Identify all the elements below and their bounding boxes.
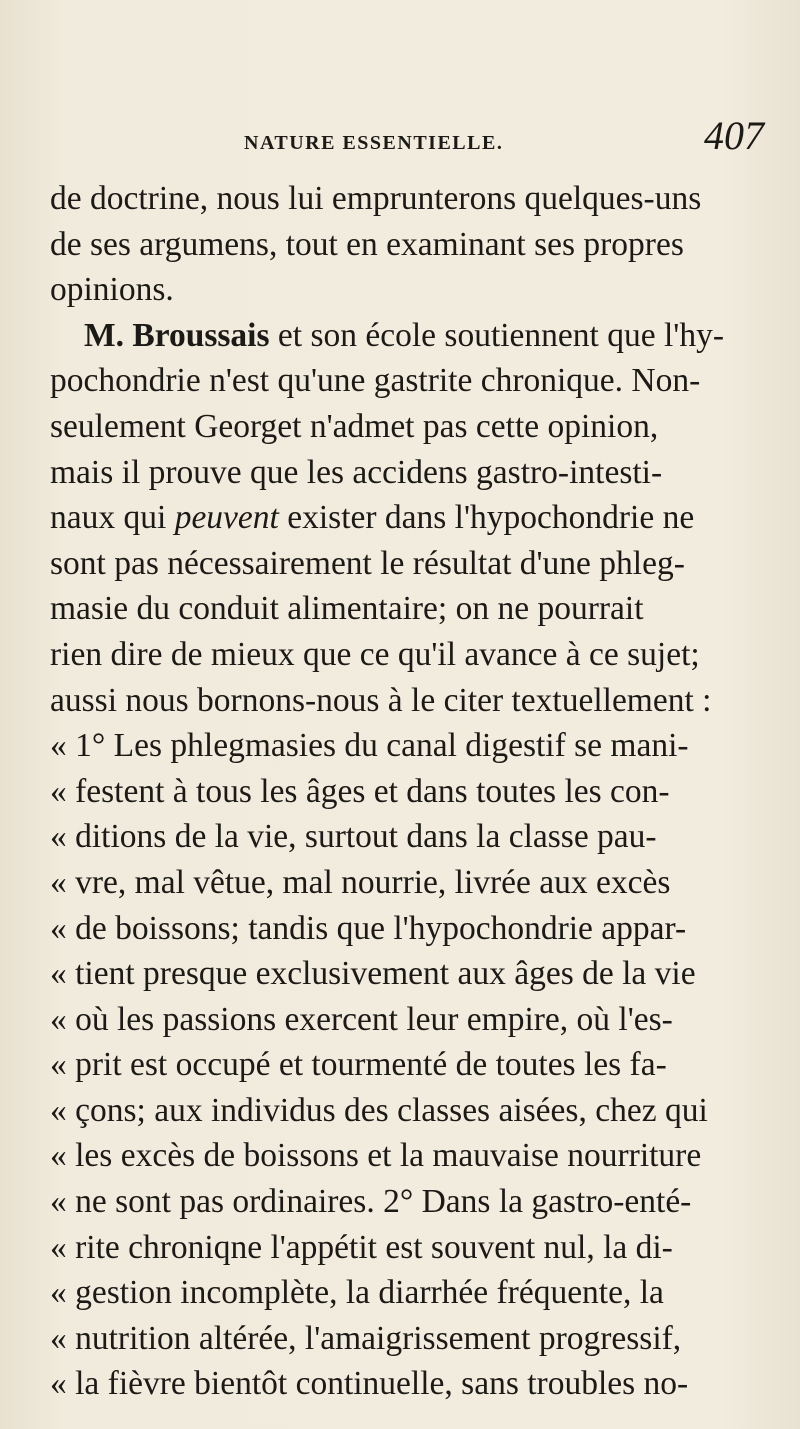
- quoted-line: « çons; aux individus des classes aisées, chez qui: [50, 1091, 708, 1129]
- text-line: de doctrine, nous lui emprunterons quelques-uns: [50, 180, 702, 217]
- page-number: 407: [704, 113, 764, 158]
- text-line: pochondrie n'est qu'une gastrite chronique. Non-: [50, 362, 701, 400]
- text-line: [50, 495, 770, 541]
- quoted-line: « rite chroniqne l'appétit est souvent nul, la di-: [50, 1228, 673, 1266]
- quoted-line: « où les passions exercent leur empire, où l'es-: [50, 1000, 673, 1038]
- quoted-line: « gestion incomplète, la diarrhée fréquente, la: [50, 1274, 664, 1312]
- running-title: NATURE ESSENTIELLE.: [244, 132, 504, 154]
- text-line: de ses argumens, tout en examinant ses propres: [50, 225, 684, 263]
- text-span: naux qui: [50, 499, 175, 537]
- quoted-line: « ne sont pas ordinaires. 2° Dans la gastro-enté-: [50, 1183, 692, 1221]
- text-span: et son école soutiennent que l'hy-: [269, 316, 724, 354]
- quoted-line: « ditions de la vie, surtout dans la classe pau-: [50, 818, 657, 856]
- text-line: sont pas nécessairement le résultat d'une phleg-: [50, 544, 685, 582]
- author-name: M. Broussais: [84, 316, 270, 354]
- text-line: mais il prouve que les accidens gastro-intesti-: [50, 453, 663, 491]
- page-body: [50, 176, 770, 1407]
- text-line: rien dire de mieux que ce qu'il avance à ce sujet;: [50, 635, 700, 673]
- text-line: opinions.: [50, 271, 174, 309]
- quoted-line: « de boissons; tandis que l'hypochondrie appar-: [50, 909, 687, 947]
- text-span: exister dans l'hypochondrie ne: [278, 499, 695, 537]
- quoted-line: « 1° Les phlegmasies du canal digestif se mani-: [50, 727, 689, 765]
- text-line: aussi nous bornons-nous à le citer textuellement :: [50, 681, 712, 719]
- emphasized-word: peuvent: [174, 499, 279, 537]
- text-line: [50, 313, 770, 359]
- quoted-line: « prit est occupé et tourmenté de toutes les fa-: [50, 1046, 667, 1084]
- quoted-line: « tient presque exclusivement aux âges de la vie: [50, 955, 696, 993]
- quoted-line: « vre, mal vêtue, mal nourrie, livrée aux excès: [50, 863, 671, 901]
- quoted-line: « nutrition altérée, l'amaigrissement progressif,: [50, 1319, 682, 1357]
- quoted-line: « festent à tous les âges et dans toutes les con-: [50, 772, 670, 810]
- text-line: masie du conduit alimentaire; on ne pourrait: [50, 590, 644, 628]
- quoted-line: « la fièvre bientôt continuelle, sans troubles no-: [50, 1365, 689, 1403]
- quoted-line: « les excès de boissons et la mauvaise nourriture: [50, 1137, 702, 1175]
- text-line: seulement Georget n'admet pas cette opinion,: [50, 407, 659, 445]
